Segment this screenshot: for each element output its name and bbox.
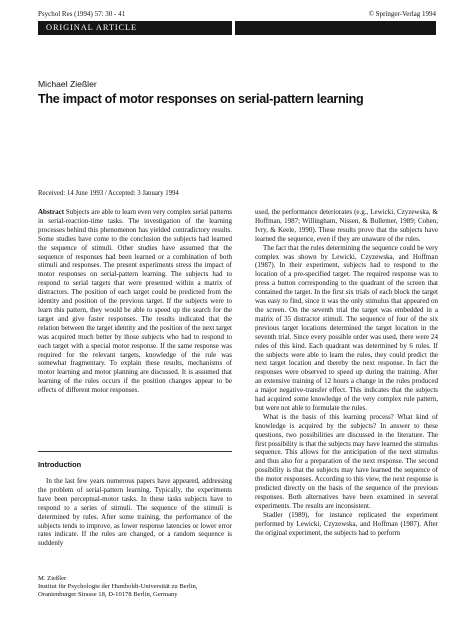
abstract-heading: Abstract	[38, 208, 65, 216]
journal-citation: Psychol Res (1994) 57: 30 - 41	[38, 10, 126, 18]
affiliation-name: M. Zießler	[38, 575, 67, 582]
right-paragraph-4: Stadler (1989), for instance replicated the experiment performed by Lewicki, Czyzewska, and Hoffman (1987). After the original experiment, the subjects had to perform	[255, 510, 438, 537]
affiliation-address: Oranienburger Strasse 18, D-10178 Berlin, Germany	[38, 591, 178, 599]
author-name: Michael Zießler	[38, 79, 97, 89]
right-paragraph-3: What is the basis of this learning process? What kind of knowledge is acquired by the subjects? In answer to these questions, two possibilities are discussed in the literature. The first possibility is that the subjects may have learned the stimulus sequence. This allows for the anticipation of the next stimulus and thus also for a preparation of the next response. The second possibility is that the subjects may have learned the sequence of the motor responses. According to this view, the next response is predicted directly on the basis of the sequence of the previous responses. Both alternatives have been examined in several experiments. The results are inconsistent.	[255, 412, 438, 510]
article-type-banner	[38, 21, 436, 35]
publisher-copyright: © Springer-Verlag 1994	[368, 10, 436, 18]
banner-divider	[232, 21, 235, 35]
section-divider	[38, 451, 232, 452]
introduction-block	[38, 477, 232, 548]
right-paragraph-1: used, the performance deteriorates (e.g., Lewicki, Czyzewska, & Hoffman, 1987; Willingham, Nissen, & Bullemer, 1989; Cohen, Ivry, & Keele, 1990). These results prove that the subjects have learned the sequence, even if they are unaware of the rules.	[255, 208, 438, 243]
running-header	[38, 10, 436, 18]
affiliation-institute: Institut für Psychologie der Humboldt-Universität zu Berlin,	[38, 583, 198, 591]
abstract-block	[38, 208, 232, 395]
author-affiliation	[38, 575, 232, 600]
abstract-text: Subjects are able to learn even very complex serial patterns in serial-reaction-time tasks. The investigation of the learning processes behind this phenomenon has yielded contradictory results. Some studies have come to the conclusion the subjects had learned the sequence of stimuli. Other studies have assumed that the sequence of responses had been learned or a combination of both stimuli and responses. The present experiments stress the impact of motor responses on serial-pattern learning. The subjects had to respond to serial targets that were presented within a matrix of distractors. The position of each target could be predicted from the identity and position of the previous target. If the subjects were to learn this pattern, they would be able to speed up the search for the target and give faster responses. The results indicated that the relation between the target identity and the position of the next target was acquired much better by those subjects who had to respond to each target with a special motor response. If the same response was required for the relevant targets, knowledge of the rule was somewhat fragmentary. To explain these results, mechanisms of motor learning and motor planning are discussed. It is assumed that learning of the rules occurs if the position changes appear to be effects of different motor responses.	[38, 208, 232, 395]
article-title: The impact of motor responses on serial-pattern learning	[38, 92, 364, 106]
right-paragraph-2: The fact that the rules determining the sequence could be very complex was shown by Lewicki, Czyzewska, and Hoffman (1987). In their experiment, subjects had to respond to the location of a pre-specified target. The required response was to press a button corresponding to the quadrant of the screen that contained the target. In the first six trials of each block the target was easy to find, since it was the only stimulus that appeared on the screen. On the seventh trial the target was embedded in a matrix of 35 distractor stimuli. The sequence of four of the six previous target locations determined the target location in the seventh trial. Since every possible order was used, there were 24 rules of this kind. Each quadrant was determined by 6 rules. If the subjects were able to learn the rules, they could predict the next target location and thereby the next response. In fact the responses were observed to speed up during the training. After an extensive training of 12 hours a change in the rules produced a major negative-transfer effect. This indicates that the subjects had acquired some knowledge of the very complex rule pattern, but were not able to formulate the rules.	[255, 243, 438, 412]
introduction-heading: Introduction	[38, 460, 82, 469]
abstract-paragraph	[38, 208, 232, 395]
received-dates: Received: 14 June 1993 / Accepted: 3 January 1994	[38, 190, 179, 197]
introduction-paragraph: In the last few years numerous papers have appeared, addressing the problem of serial-pattern learning. Typically, the experiments have been perceptual-motor tasks. In these tasks subjects have to respond to a series of stimuli. The sequence of the stimuli is determined by rules. After some training, the performance of the subjects tends to improve, as lower response latencies or lower error rates indicate. If the rules are changed, or a random sequence is suddenly	[38, 477, 232, 548]
right-column	[255, 208, 438, 538]
article-type-label: ORIGINAL ARTICLE	[46, 23, 138, 32]
